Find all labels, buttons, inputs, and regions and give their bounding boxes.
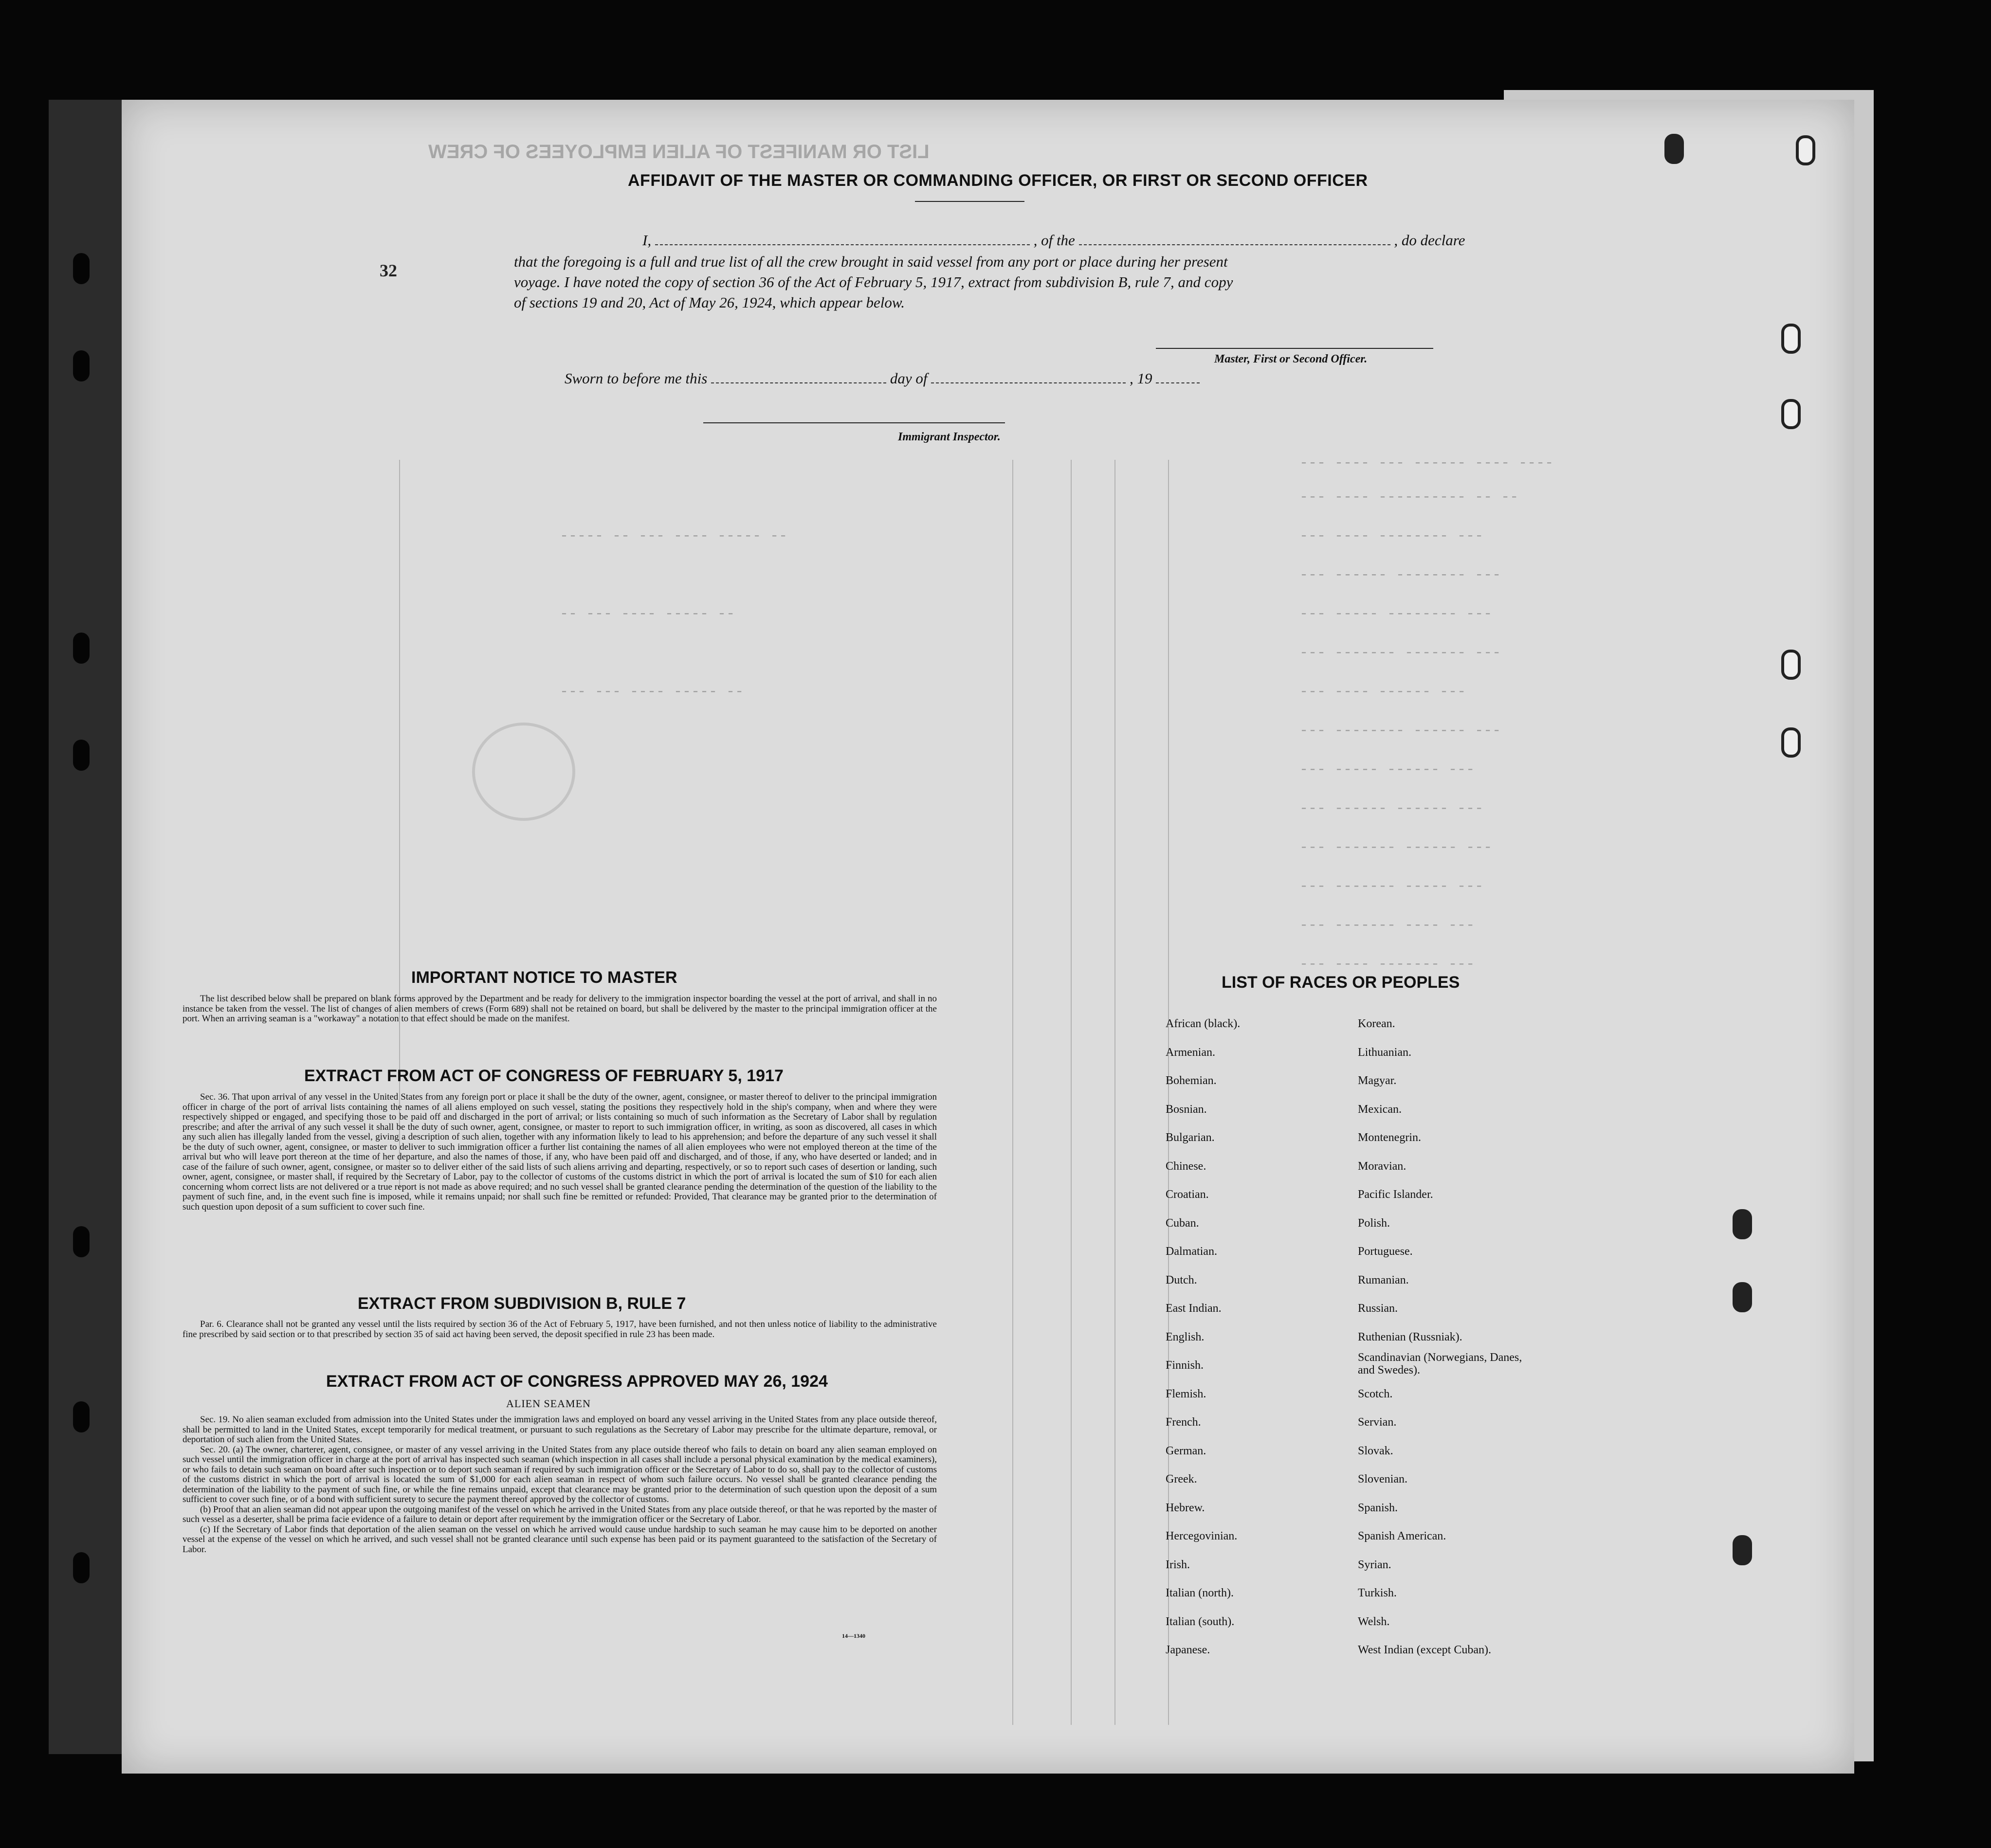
race-item: Cuban. (1166, 1216, 1199, 1230)
vessel-name-blank[interactable] (1079, 231, 1390, 245)
bleed-row: --- ------ -------- --- (1299, 723, 1501, 739)
race-item: Spanish. (1358, 1501, 1398, 1514)
affidavit-line-3: voyage. I have noted the copy of section 36 of the Act of February 5, 1917, extract from subdivision B, rule 7, and copy (514, 273, 1233, 290)
race-item: Polish. (1358, 1216, 1390, 1230)
section-20a-paragraph: Sec. 20. (a) The owner, charterer, agent, consignee, or master of any vessel arriving in the United States from any place outside thereof who fails to detain on board any alien seaman employed on such vessel until the immigration officer in charge at the port of arrival has inspected such seaman (which inspection in all cases shall include a personal physical examination by the medical examiners), or who fails to detain such seaman on board after such inspection or to deport such seaman if required by such immigration officer or the Secretary of Labor to do so, shall pay to the collector of customs of the customs district in which the port of arrival is located the sum of $1,000 for each alien seaman in respect of whom such failure occurs. No vessel shall be granted clearance pending the determination of the liability to the payment of such fine, or while the fine remains unpaid, except that clearance may be granted prior to the determination of such question upon the deposit of a sum sufficient to cover such fine, or of a bond with sufficient surety to secure the payment thereof approved by the collector of customs. (183, 1444, 937, 1504)
rule-7-text (183, 1320, 937, 1340)
alien-seamen-subtitle: ALIEN SEAMEN (506, 1397, 591, 1410)
master-signature-line[interactable] (1156, 348, 1433, 349)
notice-title: IMPORTANT NOTICE TO MASTER (411, 968, 677, 987)
sworn-line (565, 368, 1200, 389)
race-item: Hebrew. (1166, 1501, 1205, 1514)
races-left-column (1166, 1010, 1240, 1665)
section-20b-paragraph: (b) Proof that an alien seaman did not appear upon the outgoing manifest of the vessel on which he arrived in the United States from any place outside thereof, or that he was reported by the master of such vessel as a deserter, shall be prima facie evidence of a failure to detain or deport after requirement by the immigration officer or the Secretary of Labor. (183, 1504, 937, 1524)
bleed-rule (1071, 460, 1072, 1725)
section-19-paragraph: Sec. 19. No alien seaman excluded from admission into the United States under the immigration laws and employed on board any vessel arriving in the United States from any place outside thereof, shall be permitted to land in the United States, except temporarily for medical treatment, or pursuant to such regulations as the Secretary of Labor may prescribe for the ultimate departure, removal, or deportation of such alien from the United States. (183, 1414, 937, 1445)
race-item: Pacific Islander. (1358, 1188, 1433, 1201)
race-item: West Indian (except Cuban). (1358, 1644, 1491, 1656)
inspector-signature-line[interactable] (703, 422, 1005, 423)
race-item: Chinese. (1166, 1160, 1206, 1173)
race-item: Bulgarian. (1166, 1131, 1215, 1144)
notice-paragraph: The list described below shall be prepared on blank forms approved by the Department and be ready for delivery to the immigration inspector boarding the vessel at the port of arrival, and shall in no instance be taken from the vessel. The list of changes of alien members of crews (Form 689) shall not be retained on board, but shall be delivered by the master to the principal immigration officer at the port. When an arriving seaman is a "workaway" a notation to that effect should be made on the manifest. (183, 994, 937, 1024)
race-item: Mexican. (1358, 1103, 1402, 1116)
bleed-seal (472, 723, 575, 821)
race-item: French. (1166, 1416, 1201, 1429)
bleed-row: ---- ---- ------ --- ---- --- (1299, 455, 1554, 471)
race-item: Welsh. (1358, 1615, 1390, 1628)
race-item: Greek. (1166, 1473, 1197, 1486)
binder-hole (73, 1552, 90, 1583)
race-item: Ruthenian (Russniak). (1358, 1330, 1462, 1343)
race-item: Korean. (1358, 1017, 1395, 1030)
bleed-row: --- -------- ----- --- (1299, 606, 1493, 622)
race-item: Lithuanian. (1358, 1046, 1411, 1059)
bleed-row: -- -- ---------- ---- --- (1299, 489, 1519, 506)
extract-1917-title: EXTRACT FROM ACT OF CONGRESS OF FEBRUARY 5, 1917 (304, 1067, 784, 1085)
race-item: Dutch. (1166, 1273, 1197, 1286)
sworn-prefix: Sworn to before me this (565, 370, 708, 387)
punch-ring (1733, 1209, 1752, 1239)
binder-hole (73, 253, 90, 284)
punch-ring (1733, 1535, 1752, 1565)
race-item: Montenegrin. (1358, 1131, 1421, 1144)
binder-hole (73, 350, 90, 381)
bleed-row: --- ------- ---- --- (1299, 956, 1475, 973)
race-item: Italian (north). (1166, 1587, 1234, 1599)
race-item: Armenian. (1166, 1046, 1215, 1059)
bleed-row: --- ------ ------- --- (1299, 839, 1493, 856)
race-item: Hercegovinian. (1166, 1530, 1238, 1542)
bleed-row: --- ----- ------- --- (1299, 878, 1484, 895)
race-item: Magyar. (1358, 1074, 1397, 1087)
bleed-rule (1114, 460, 1115, 1725)
race-item: Bohemian. (1166, 1074, 1217, 1087)
race-item: Spanish American. (1358, 1530, 1446, 1542)
section-36-paragraph: Sec. 36. That upon arrival of any vessel in the United States from any foreign port or place it shall be the duty of the owner, agent, consignee, or master thereof to deliver to the principal immigration officer in charge of the port of arrival lists containing the names of all aliens employed on such vessel, stating the positions they respectively hold in the ship's company, when and where they were respectively shipped or engaged, and specifying those to be paid off and discharged in the port of arrival; or lists containing so much of such information as the Secretary of Labor shall by regulation prescribe; and after the arrival of any such vessel it shall be the duty of such owner, agent, consignee, or master to report to such immigration officer, in writing, as soon as discovered, all cases in which any such alien has illegally landed from the vessel, giving a description of such alien, together with any information likely to lead to his apprehension; and before the departure of any such vessel it shall be the duty of such owner, agent, consignee, or master to deliver to such immigration officer a further list containing the names of all alien employees who were not employed thereon at the time of the arrival but who will leave port thereon at the time of her departure, and also the names of those, if any, who have been paid off and discharged, and of those, if any, who have deserted or landed; and in case of the failure of such owner, agent, consignee, or master so to deliver either of the said lists of such aliens arriving and departing, respectively, or so to report such cases of desertion or landing, such owner, agent, consignee, or master shall, if required by the Secretary of Labor, pay to the collector of customs of the customs district in which the port of arrival is located the sum of $10 for each alien concerning whom correct lists are not delivered or a true report is not made as above required; and no such vessel shall be granted clearance pending the determination of the question of the liability to the payment of such fine, and, in the event such fine is imposed, while it remains unpaid; nor shall such fine be remitted or refunded: Provided, That clearance may be granted prior to the determination of such question upon deposit of a sum sufficient to cover such fine. (183, 1092, 937, 1212)
race-item: Rumanian. (1358, 1273, 1409, 1286)
notice-text (183, 994, 937, 1024)
binder-hole (73, 740, 90, 771)
race-item: Bosnian. (1166, 1103, 1207, 1116)
race-item: Servian. (1358, 1416, 1397, 1429)
form-number: 14—1340 (842, 1632, 865, 1639)
bleed-row: --- ---- ------- --- (1299, 917, 1475, 934)
race-item: Syrian. (1358, 1558, 1391, 1571)
punch-ring (1796, 135, 1815, 165)
punch-ring (1664, 134, 1684, 164)
sworn-day-of: day of (890, 370, 928, 387)
race-item: Finnish. (1166, 1359, 1204, 1372)
affidavit-line-2: that the foregoing is a full and true list of all the crew brought in said vessel from any port or place during her present (514, 253, 1228, 270)
scanner-edge (49, 100, 127, 1754)
race-item: Irish. (1166, 1558, 1190, 1571)
punch-ring (1781, 650, 1801, 680)
races-right-column (1358, 1010, 1533, 1665)
inspector-caption: Immigrant Inspector. (898, 431, 1001, 443)
binder-hole (73, 1226, 90, 1257)
bleed-row: -- ----- ---- --- -- (560, 606, 735, 622)
sworn-day-blank[interactable] (711, 369, 886, 383)
race-item: Russian. (1358, 1302, 1398, 1315)
affidavit-of-the: , of the (1033, 232, 1075, 249)
race-item: Scotch. (1358, 1387, 1393, 1400)
punch-ring (1781, 324, 1801, 354)
race-item: Turkish. (1358, 1587, 1397, 1599)
bleed-rule (1012, 460, 1013, 1725)
race-item: Japanese. (1166, 1644, 1210, 1656)
master-name-blank[interactable] (655, 231, 1030, 245)
bleed-row: --- -------- ---- --- (1299, 528, 1484, 544)
bleed-row: -- ----- ---- --- --- (560, 684, 744, 700)
extract-1924-text (183, 1415, 937, 1555)
binder-hole (73, 633, 90, 664)
sworn-year-blank[interactable] (1156, 369, 1200, 383)
bleed-through-heading: LIST OR MANIFEST OF ALIEN EMPLOYEES OF CREW (428, 141, 930, 163)
race-item: Flemish. (1166, 1387, 1206, 1400)
sworn-month-blank[interactable] (931, 369, 1126, 383)
affidavit-i: I, (642, 232, 652, 249)
race-item: African (black). (1166, 1017, 1241, 1030)
affidavit-line-1 (642, 230, 1465, 251)
rule-7-paragraph: Par. 6. Clearance shall not be granted any vessel until the lists required by section 36 of the Act of February 5, 1917, have been furnished, and not then unless notice of liability to the administrative fine prescribed by said section or to that prescribed by section 35 of said act having been served, the deposit specified in rule 23 has been made. (183, 1319, 937, 1340)
race-item: East Indian. (1166, 1302, 1222, 1315)
extract-1924-title: EXTRACT FROM ACT OF CONGRESS APPROVED MAY 26, 1924 (326, 1372, 828, 1391)
race-item: Scandinavian (Norwegians, Danes, and Swedes). (1358, 1351, 1522, 1377)
affidavit-do-declare: , do declare (1394, 232, 1465, 249)
races-title: LIST OF RACES OR PEOPLES (1222, 973, 1460, 992)
race-item: Slovak. (1358, 1444, 1393, 1457)
manifest-page (122, 100, 1854, 1774)
bleed-row: --- ------ ------ --- (1299, 800, 1484, 817)
title-rule (915, 201, 1024, 202)
bleed-row: --- -------- ------ --- (1299, 567, 1501, 583)
race-item: Slovenian. (1358, 1473, 1407, 1486)
race-item: Croatian. (1166, 1188, 1209, 1201)
bleed-row: --- ------- ------- --- (1299, 645, 1501, 661)
race-item: Portuguese. (1358, 1245, 1413, 1258)
punch-ring (1781, 399, 1801, 429)
race-item: German. (1166, 1444, 1206, 1457)
race-item: Dalmatian. (1166, 1245, 1217, 1258)
race-item: Moravian. (1358, 1160, 1406, 1173)
margin-mark: 32 (380, 261, 397, 280)
sworn-year-prefix: , 19 (1129, 370, 1152, 387)
affidavit-line-4: of sections 19 and 20, Act of May 26, 1924, which appear below. (514, 294, 905, 311)
bleed-row: --- ------ ----- --- (1299, 761, 1475, 778)
bleed-row: --- ------ ---- --- (1299, 684, 1466, 700)
extract-1917-text (183, 1092, 937, 1212)
master-signature-caption: Master, First or Second Officer. (1214, 353, 1368, 365)
rule-7-title: EXTRACT FROM SUBDIVISION B, RULE 7 (358, 1294, 686, 1313)
bleed-row: -- ----- ---- --- -- ----- (560, 528, 788, 544)
race-item: Italian (south). (1166, 1615, 1235, 1628)
race-item: English. (1166, 1330, 1205, 1343)
punch-ring (1781, 727, 1801, 758)
punch-ring (1733, 1282, 1752, 1312)
section-20c-paragraph: (c) If the Secretary of Labor finds that deportation of the alien seaman on the vessel on which he arrived would cause undue hardship to such seaman he may cause him to be deported on another vessel at the expense of the vessel on which he arrived, and such vessel shall not be granted clearance until such expense has been paid or its payment guaranteed to the satisfaction of the Secretary of Labor. (183, 1524, 937, 1555)
affidavit-title: AFFIDAVIT OF THE MASTER OR COMMANDING OFFICER, OR FIRST OR SECOND OFFICER (628, 171, 1368, 190)
binder-hole (73, 1401, 90, 1432)
